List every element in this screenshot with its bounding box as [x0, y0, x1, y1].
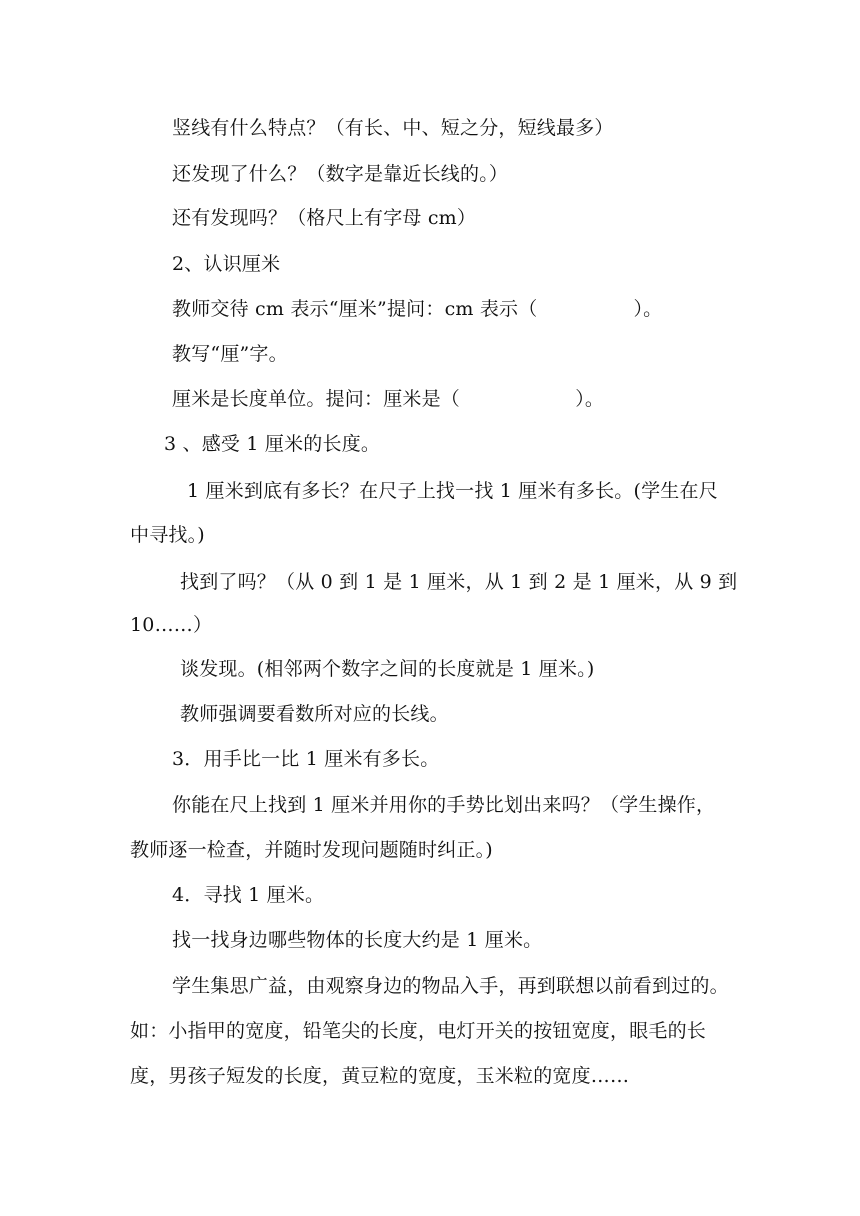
- step-heading-4: 4．寻找 1 厘米。: [172, 884, 325, 906]
- text-line-13: 谈发现。(相邻两个数字之间的长度就是 1 厘米。): [180, 658, 595, 680]
- text-line-20: 学生集思广益，由观察身边的物品入手，再到联想以前看到过的。: [172, 975, 729, 997]
- text-line-10: 中寻找。): [130, 524, 205, 546]
- step-heading-3: 3．用手比一比 1 厘米有多长。: [172, 748, 440, 770]
- text-line-21: 如：小指甲的宽度，铅笔尖的长度，电灯开关的按钮宽度，眼毛的长: [130, 1020, 707, 1042]
- text-line-22: 度，男孩子短发的长度，黄豆粒的宽度，玉米粒的宽度……: [130, 1065, 630, 1087]
- text-line-14: 教师强调要看数所对应的长线。: [180, 703, 449, 725]
- text-line-6: 教写“厘”字。: [172, 343, 288, 365]
- text-line-9: 1 厘米到底有多长？在尺子上找一找 1 厘米有多长。(学生在尺: [187, 480, 718, 502]
- text-line-5: 教师交待 cm 表示“厘米”提问：cm 表示（ ）。: [172, 298, 663, 320]
- text-line-2: 还发现了什么？（数字是靠近长线的。）: [172, 163, 509, 185]
- section-heading-3: 3 、感受 1 厘米的长度。: [164, 433, 381, 455]
- text-line-7: 厘米是长度单位。提问：厘米是（ ）。: [172, 388, 605, 410]
- text-line-16: 你能在尺上找到 1 厘米并用你的手势比划出来吗？（学生操作，: [172, 794, 716, 816]
- text-line-1: 竖线有什么特点？（有长、中、短之分，短线最多）: [172, 117, 614, 139]
- text-line-11: 找到了吗？（从 0 到 1 是 1 厘米，从 1 到 2 是 1 厘米，从 9 到: [180, 571, 738, 593]
- text-line-17: 教师逐一检查，并随时发现问题随时纠正。): [130, 839, 493, 861]
- text-line-3: 还有发现吗？（格尺上有字母 cm）: [172, 207, 477, 229]
- section-heading-2: 2、认识厘米: [172, 253, 281, 275]
- text-line-12: 10……）: [130, 614, 213, 636]
- text-line-19: 找一找身边哪些物体的长度大约是 1 厘米。: [172, 929, 543, 951]
